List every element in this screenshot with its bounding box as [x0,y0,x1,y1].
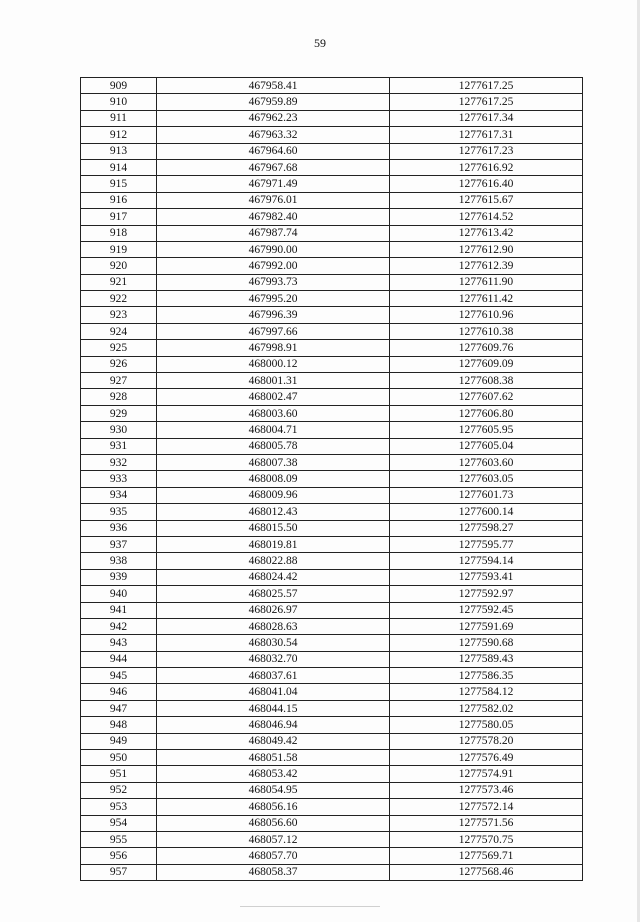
table-row [81,258,583,274]
x-coordinate-cell: 467958.41 [157,78,390,94]
y-coordinate-cell: 1277582.02 [390,700,583,716]
point-number-cell: 928 [81,389,157,405]
table-row [81,733,583,749]
y-coordinate-cell: 1277603.05 [390,471,583,487]
y-coordinate-cell: 1277614.52 [390,209,583,225]
point-number-cell: 942 [81,618,157,634]
y-coordinate-cell: 1277590.68 [390,635,583,651]
x-coordinate-cell: 468012.43 [157,504,390,520]
table-row [81,504,583,520]
x-coordinate-cell: 467998.91 [157,340,390,356]
y-coordinate-cell: 1277589.43 [390,651,583,667]
point-number-cell: 920 [81,258,157,274]
point-number-cell: 945 [81,668,157,684]
x-coordinate-cell: 468004.71 [157,422,390,438]
x-coordinate-cell: 468002.47 [157,389,390,405]
x-coordinate-cell: 467967.68 [157,159,390,175]
table-row [81,241,583,257]
point-number-cell: 913 [81,143,157,159]
x-coordinate-cell: 467995.20 [157,291,390,307]
table-row [81,192,583,208]
y-coordinate-cell: 1277569.71 [390,848,583,864]
x-coordinate-cell: 468015.50 [157,520,390,536]
x-coordinate-cell: 468053.42 [157,766,390,782]
x-coordinate-cell: 467963.32 [157,127,390,143]
x-coordinate-cell: 467959.89 [157,94,390,110]
point-number-cell: 932 [81,454,157,470]
x-coordinate-cell: 468057.12 [157,831,390,847]
point-number-cell: 941 [81,602,157,618]
point-number-cell: 909 [81,78,157,94]
y-coordinate-cell: 1277605.04 [390,438,583,454]
x-coordinate-cell: 468001.31 [157,373,390,389]
point-number-cell: 954 [81,815,157,831]
x-coordinate-cell: 467962.23 [157,110,390,126]
x-coordinate-cell: 467990.00 [157,241,390,257]
x-coordinate-cell: 467987.74 [157,225,390,241]
point-number-cell: 956 [81,848,157,864]
table-row [81,618,583,634]
y-coordinate-cell: 1277571.56 [390,815,583,831]
table-row [81,405,583,421]
table-row [81,323,583,339]
table-row [81,602,583,618]
y-coordinate-cell: 1277592.97 [390,586,583,602]
y-coordinate-cell: 1277617.34 [390,110,583,126]
point-number-cell: 939 [81,569,157,585]
table-row [81,209,583,225]
x-coordinate-cell: 468022.88 [157,553,390,569]
point-number-cell: 912 [81,127,157,143]
point-number-cell: 955 [81,831,157,847]
y-coordinate-cell: 1277613.42 [390,225,583,241]
x-coordinate-cell: 467996.39 [157,307,390,323]
x-coordinate-cell: 468024.42 [157,569,390,585]
x-coordinate-cell: 468007.38 [157,454,390,470]
x-coordinate-cell: 468019.81 [157,536,390,552]
table-row [81,78,583,94]
coordinates-table [80,77,583,881]
table-row [81,651,583,667]
table-row [81,799,583,815]
table-row [81,159,583,175]
y-coordinate-cell: 1277615.67 [390,192,583,208]
y-coordinate-cell: 1277610.38 [390,323,583,339]
point-number-cell: 938 [81,553,157,569]
y-coordinate-cell: 1277612.90 [390,241,583,257]
y-coordinate-cell: 1277616.92 [390,159,583,175]
x-coordinate-cell: 468008.09 [157,471,390,487]
x-coordinate-cell: 468049.42 [157,733,390,749]
x-coordinate-cell: 468057.70 [157,848,390,864]
table-row [81,700,583,716]
point-number-cell: 952 [81,782,157,798]
point-number-cell: 930 [81,422,157,438]
point-number-cell: 923 [81,307,157,323]
point-number-cell: 953 [81,799,157,815]
point-number-cell: 921 [81,274,157,290]
x-coordinate-cell: 468051.58 [157,750,390,766]
point-number-cell: 911 [81,110,157,126]
table-row [81,766,583,782]
y-coordinate-cell: 1277592.45 [390,602,583,618]
point-number-cell: 922 [81,291,157,307]
y-coordinate-cell: 1277586.35 [390,668,583,684]
y-coordinate-cell: 1277572.14 [390,799,583,815]
table-row [81,94,583,110]
x-coordinate-cell: 468005.78 [157,438,390,454]
point-number-cell: 933 [81,471,157,487]
table-row [81,274,583,290]
table-row [81,389,583,405]
x-coordinate-cell: 468058.37 [157,864,390,880]
y-coordinate-cell: 1277574.91 [390,766,583,782]
x-coordinate-cell: 467993.73 [157,274,390,290]
y-coordinate-cell: 1277584.12 [390,684,583,700]
table-row [81,307,583,323]
x-coordinate-cell: 468032.70 [157,651,390,667]
point-number-cell: 940 [81,586,157,602]
point-number-cell: 910 [81,94,157,110]
x-coordinate-cell: 468030.54 [157,635,390,651]
table-row [81,569,583,585]
x-coordinate-cell: 468037.61 [157,668,390,684]
x-coordinate-cell: 467992.00 [157,258,390,274]
point-number-cell: 924 [81,323,157,339]
y-coordinate-cell: 1277617.25 [390,94,583,110]
table-row [81,831,583,847]
point-number-cell: 935 [81,504,157,520]
point-number-cell: 925 [81,340,157,356]
point-number-cell: 936 [81,520,157,536]
y-coordinate-cell: 1277612.39 [390,258,583,274]
table-row [81,373,583,389]
y-coordinate-cell: 1277601.73 [390,487,583,503]
x-coordinate-cell: 467997.66 [157,323,390,339]
x-coordinate-cell: 468041.04 [157,684,390,700]
point-number-cell: 919 [81,241,157,257]
y-coordinate-cell: 1277609.09 [390,356,583,372]
table-row [81,668,583,684]
table-row [81,454,583,470]
table-row [81,815,583,831]
y-coordinate-cell: 1277608.38 [390,373,583,389]
table-row [81,586,583,602]
y-coordinate-cell: 1277591.69 [390,618,583,634]
x-coordinate-cell: 468056.60 [157,815,390,831]
x-coordinate-cell: 467964.60 [157,143,390,159]
x-coordinate-cell: 467976.01 [157,192,390,208]
table-row [81,110,583,126]
point-number-cell: 943 [81,635,157,651]
point-number-cell: 926 [81,356,157,372]
point-number-cell: 951 [81,766,157,782]
point-number-cell: 917 [81,209,157,225]
y-coordinate-cell: 1277570.75 [390,831,583,847]
x-coordinate-cell: 467971.49 [157,176,390,192]
point-number-cell: 931 [81,438,157,454]
table-row [81,864,583,880]
table-row [81,717,583,733]
table-row [81,127,583,143]
y-coordinate-cell: 1277609.76 [390,340,583,356]
coordinates-table-body [81,78,583,881]
y-coordinate-cell: 1277580.05 [390,717,583,733]
point-number-cell: 937 [81,536,157,552]
x-coordinate-cell: 468009.96 [157,487,390,503]
y-coordinate-cell: 1277573.46 [390,782,583,798]
table-row [81,520,583,536]
x-coordinate-cell: 468044.15 [157,700,390,716]
point-number-cell: 948 [81,717,157,733]
table-row [81,487,583,503]
table-row [81,471,583,487]
point-number-cell: 934 [81,487,157,503]
y-coordinate-cell: 1277593.41 [390,569,583,585]
table-row [81,684,583,700]
x-coordinate-cell: 468025.57 [157,586,390,602]
x-coordinate-cell: 468046.94 [157,717,390,733]
scan-footer-line [240,906,380,907]
point-number-cell: 929 [81,405,157,421]
y-coordinate-cell: 1277607.62 [390,389,583,405]
y-coordinate-cell: 1277600.14 [390,504,583,520]
table-row [81,750,583,766]
y-coordinate-cell: 1277610.96 [390,307,583,323]
table-row [81,635,583,651]
point-number-cell: 950 [81,750,157,766]
point-number-cell: 915 [81,176,157,192]
y-coordinate-cell: 1277616.40 [390,176,583,192]
x-coordinate-cell: 468003.60 [157,405,390,421]
point-number-cell: 946 [81,684,157,700]
table-row [81,848,583,864]
table-row [81,291,583,307]
x-coordinate-cell: 468054.95 [157,782,390,798]
point-number-cell: 947 [81,700,157,716]
y-coordinate-cell: 1277606.80 [390,405,583,421]
y-coordinate-cell: 1277594.14 [390,553,583,569]
table-row [81,356,583,372]
y-coordinate-cell: 1277578.20 [390,733,583,749]
table-row [81,340,583,356]
point-number-cell: 957 [81,864,157,880]
y-coordinate-cell: 1277603.60 [390,454,583,470]
y-coordinate-cell: 1277617.31 [390,127,583,143]
table-row [81,536,583,552]
y-coordinate-cell: 1277605.95 [390,422,583,438]
y-coordinate-cell: 1277611.90 [390,274,583,290]
y-coordinate-cell: 1277595.77 [390,536,583,552]
y-coordinate-cell: 1277598.27 [390,520,583,536]
point-number-cell: 914 [81,159,157,175]
x-coordinate-cell: 467982.40 [157,209,390,225]
x-coordinate-cell: 468056.16 [157,799,390,815]
table-row [81,176,583,192]
x-coordinate-cell: 468000.12 [157,356,390,372]
point-number-cell: 916 [81,192,157,208]
y-coordinate-cell: 1277568.46 [390,864,583,880]
point-number-cell: 927 [81,373,157,389]
point-number-cell: 949 [81,733,157,749]
page-number: 59 [314,36,326,50]
table-row [81,225,583,241]
y-coordinate-cell: 1277617.25 [390,78,583,94]
x-coordinate-cell: 468026.97 [157,602,390,618]
y-coordinate-cell: 1277576.49 [390,750,583,766]
table-row [81,553,583,569]
y-coordinate-cell: 1277617.23 [390,143,583,159]
table-row [81,143,583,159]
y-coordinate-cell: 1277611.42 [390,291,583,307]
point-number-cell: 944 [81,651,157,667]
point-number-cell: 918 [81,225,157,241]
table-row [81,422,583,438]
table-row [81,438,583,454]
x-coordinate-cell: 468028.63 [157,618,390,634]
table-row [81,782,583,798]
